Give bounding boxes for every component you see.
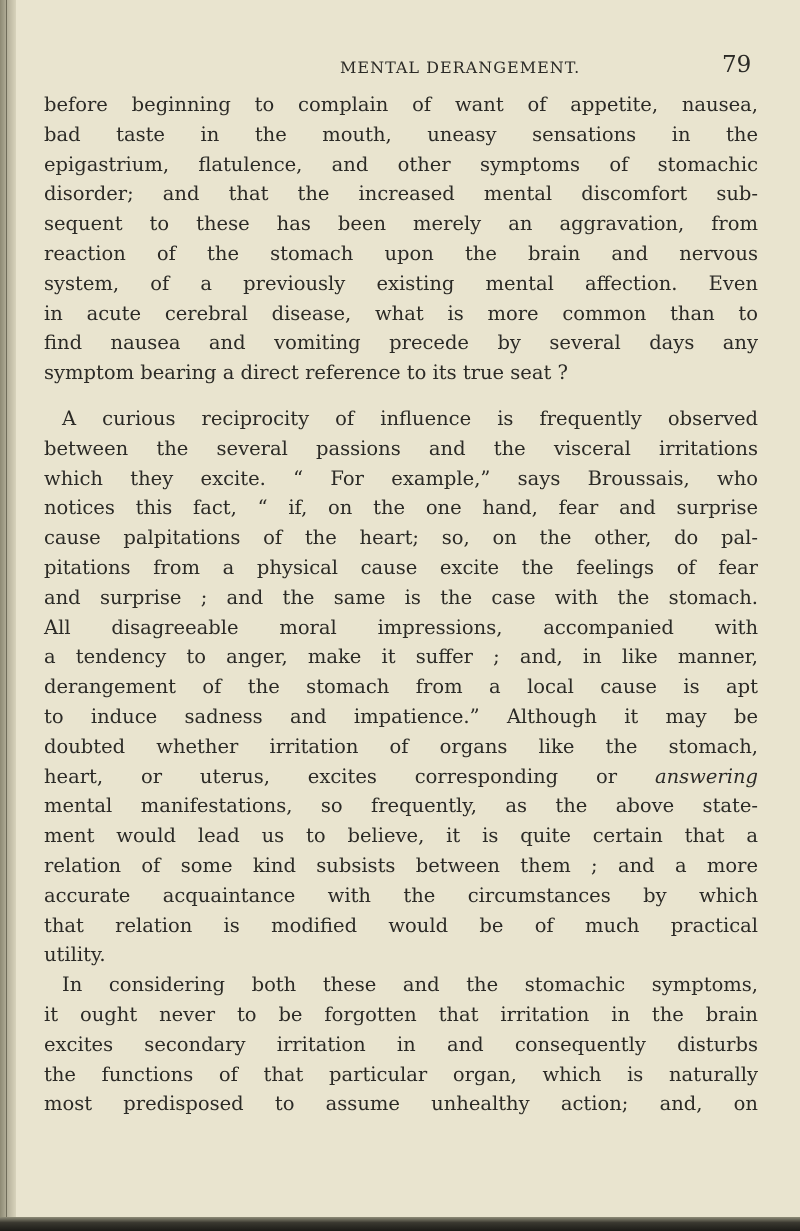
text-line: In considering both these and the stomachic symptoms, [62, 973, 758, 997]
text-line: between the several passions and the visceral irritations [44, 436, 758, 460]
running-header: MENTAL DERANGEMENT. [340, 58, 581, 77]
text-line: symptom bearing a direct reference to its true seat ? [44, 361, 568, 385]
body-text [44, 90, 758, 1119]
text-line: notices this fact, “ if, on the one hand, fear and surprise [44, 496, 758, 520]
binding-edge [6, 0, 7, 1231]
text-line: a tendency to anger, make it suffer ; and, in like manner, [44, 645, 758, 669]
text-line: disorder; and that the increased mental discomfort sub- [44, 182, 758, 206]
text-line [44, 762, 758, 792]
text-line: doubted whether irritation of organs like the stomach, [44, 734, 758, 758]
text-line: before beginning to complain of want of appetite, nausea, [44, 93, 758, 116]
text-line: bad taste in the mouth, uneasy sensations in the [44, 122, 758, 146]
text-line: it ought never to be forgotten that irritation in the brain [44, 1002, 758, 1026]
text-line: epigastrium, flatulence, and other symptoms of stomachic [44, 152, 758, 176]
text-line: utility. [44, 943, 106, 967]
text-line: the functions of that particular organ, which is naturally [44, 1062, 758, 1086]
text-line: A curious reciprocity of influence is frequently observed [62, 406, 758, 430]
text-line: in acute cerebral disease, what is more common than to [44, 301, 758, 325]
text-line: which they excite. “ For example,” says Broussais, who [44, 466, 758, 490]
text-line: find nausea and vomiting precede by several days any [44, 331, 758, 355]
page-bottom-edge [0, 1217, 800, 1231]
text-line: reaction of the stomach upon the brain and nervous [44, 241, 758, 265]
text-line: and surprise ; and the same is the case with the stomach. [44, 585, 758, 609]
text-line: to induce sadness and impatience.” Although it may be [44, 704, 758, 728]
text-line: relation of some kind subsists between them ; and a more [44, 853, 758, 877]
text-line: derangement of the stomach from a local cause is apt [44, 675, 758, 699]
italic-word: answering [654, 764, 758, 788]
page-number: 79 [722, 52, 752, 78]
text-line: sequent to these has been merely an aggravation, from [44, 212, 758, 236]
text-line: accurate acquaintance with the circumstances by which [44, 883, 758, 907]
text-line: cause palpitations of the heart; so, on the other, do pal- [44, 526, 758, 550]
text-line: most predisposed to assume unhealthy action; and, on [44, 1092, 758, 1116]
text-line: that relation is modified would be of much practical [44, 913, 758, 937]
text-line: system, of a previously existing mental affection. Even [44, 271, 758, 295]
text-line: pitations from a physical cause excite the feelings of fear [44, 555, 758, 579]
text-line: ment would lead us to believe, it is quite certain that a [44, 824, 758, 848]
text-line: All disagreeable moral impressions, accompanied with [44, 615, 758, 639]
text-segment: heart, or uterus, excites corresponding or [44, 764, 618, 788]
text-line: mental manifestations, so frequently, as the above state- [44, 794, 758, 818]
text-line: excites secondary irritation in and consequently disturbs [44, 1032, 758, 1056]
page-spine-shadow [0, 0, 16, 1231]
